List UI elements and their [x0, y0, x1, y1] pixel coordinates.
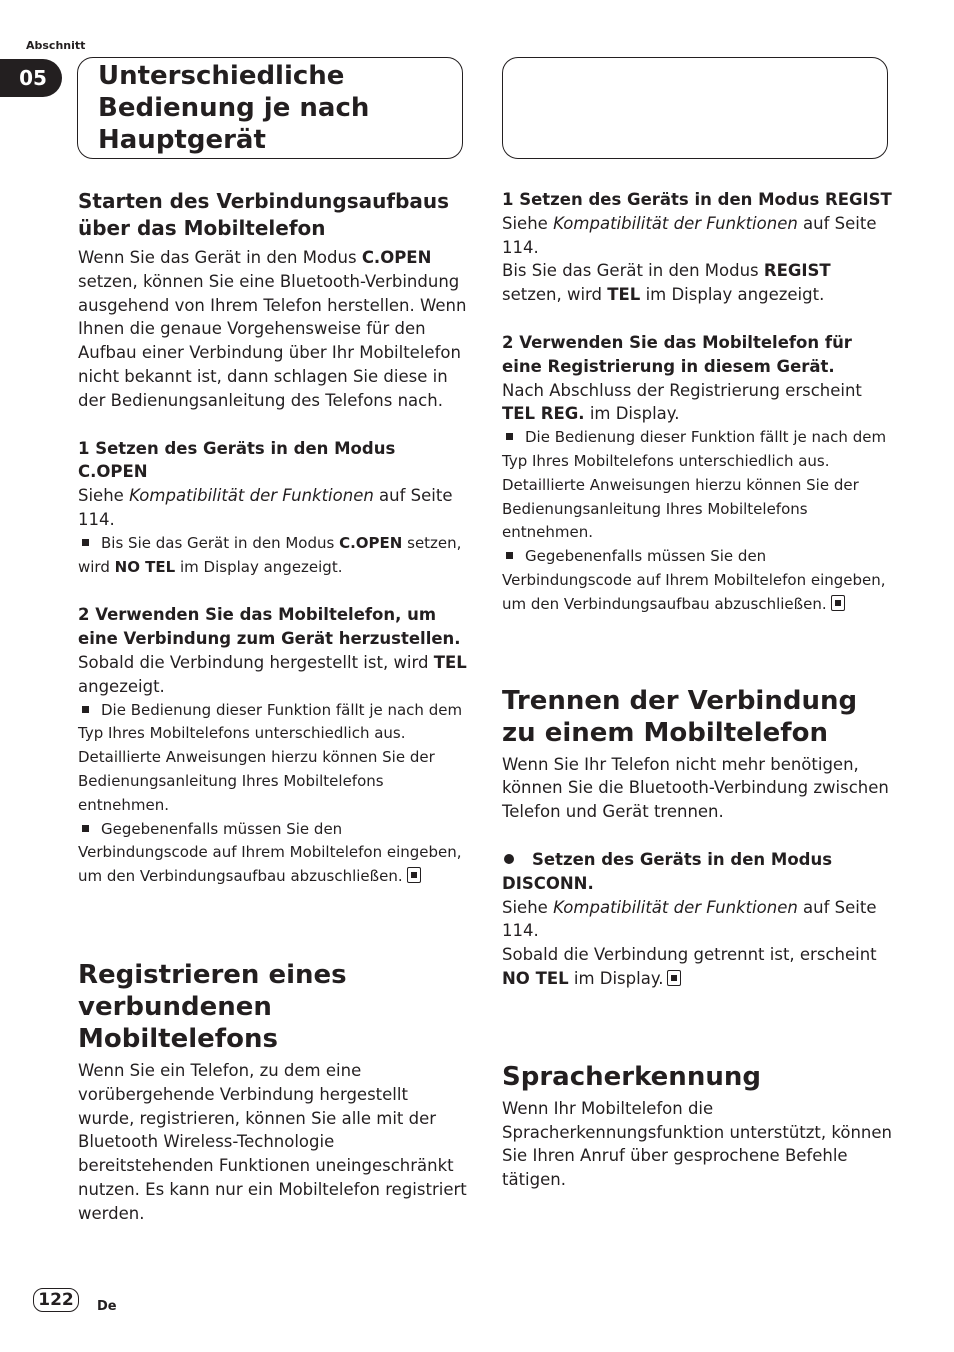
- section-label: Abschnitt: [26, 39, 86, 52]
- note: Die Bedienung dieser Funktion fällt je nach dem Typ Ihres Mobiltelefons unterschiedlich aus. Detaillierte Anweisungen hierzu können Sie der Bedienungsanleitung Ihres Mobiltelefons entnehmen.: [502, 428, 887, 542]
- chapter-title-line: Hauptgerät: [98, 125, 266, 155]
- bullet-dot-icon: [504, 854, 514, 864]
- left-column: [78, 188, 468, 1226]
- bullet-square-icon: [506, 552, 513, 559]
- step-title: 1 Setzen des Geräts in den Modus REGIST: [502, 190, 892, 209]
- section-heading: Registrieren eines verbundenen Mobiltelefons: [78, 959, 347, 1054]
- body-paragraph: Nach Abschluss der Registrierung erscheint TEL REG. im Display.: [502, 380, 862, 424]
- chapter-title-line: Bedienung je nach: [98, 93, 370, 123]
- chapter-title-line: Unterschiedliche: [98, 61, 345, 91]
- step-title: 2 Verwenden Sie das Mobiltelefon für eine Registrierung in diesem Gerät.: [502, 332, 852, 376]
- bullet-square-icon: [82, 825, 89, 832]
- see-reference: Siehe Kompatibilität der Funktionen auf Seite 114.: [502, 897, 877, 941]
- body-paragraph: Wenn Ihr Mobiltelefon die Spracherkennungsfunktion unterstützt, können Sie Ihren Anruf über gesprochene Befehle tätigen.: [502, 1098, 892, 1190]
- right-column: [502, 188, 892, 1192]
- note: Gegebenenfalls müssen Sie den Verbindungscode auf Ihrem Mobiltelefon eingeben, um den Verbindungsaufbau abzuschließen.: [502, 547, 886, 613]
- body-paragraph: Wenn Sie ein Telefon, zu dem eine vorübergehende Verbindung hergestellt wurde, registrieren, können Sie alle mit der Bluetooth Wireless-Technologie bereitstehenden Funktionen uneingeschränkt nutzen. Es kann nur ein Mobiltelefon registriert werden.: [78, 1060, 467, 1223]
- note: Bis Sie das Gerät in den Modus C.OPEN setzen, wird NO TEL im Display angezeigt.: [78, 533, 462, 576]
- section-heading: Trennen der Verbindung zu einem Mobiltelefon: [502, 685, 858, 748]
- end-mark-icon: [407, 867, 421, 883]
- body-paragraph: Sobald die Verbindung hergestellt ist, wird TEL angezeigt.: [78, 652, 467, 696]
- bullet-square-icon: [82, 706, 89, 713]
- step-title: Setzen des Geräts in den Modus DISCONN.: [502, 849, 833, 893]
- note: Die Bedienung dieser Funktion fällt je nach dem Typ Ihres Mobiltelefons unterschiedlich aus. Detaillierte Anweisungen hierzu können Sie der Bedienungsanleitung Ihres Mobiltelefons entnehmen.: [78, 700, 463, 814]
- section-heading: Starten des Verbindungsaufbaus über das Mobiltelefon: [78, 189, 450, 240]
- body-paragraph: Wenn Sie das Gerät in den Modus C.OPEN setzen, können Sie eine Bluetooth-Verbindung ausgehend von Ihrem Telefon herstellen. Wenn Ihnen die genaue Vorgehensweise für den Aufbau einer Verbindung über Ihr Mobiltelefon nicht bekannt ist, dann schlagen Sie diese in der Bedienungsanleitung des Telefons nach.: [78, 248, 467, 410]
- bullet-square-icon: [506, 433, 513, 440]
- see-reference: Siehe Kompatibilität der Funktionen auf Seite 114.: [502, 213, 877, 257]
- end-mark-icon: [831, 595, 845, 611]
- step-title: 2 Verwenden Sie das Mobiltelefon, um eine Verbindung zum Gerät herzustellen.: [78, 605, 461, 649]
- section-number: 05: [0, 59, 62, 97]
- empty-title-box: [502, 57, 888, 159]
- page-number: 122: [33, 1288, 79, 1312]
- language-code: De: [97, 1299, 117, 1314]
- body-paragraph: Wenn Sie Ihr Telefon nicht mehr benötigen, können Sie die Bluetooth-Verbindung zwischen Telefon und Gerät trennen.: [502, 754, 889, 822]
- body-paragraph: Bis Sie das Gerät in den Modus REGIST setzen, wird TEL im Display angezeigt.: [502, 261, 831, 305]
- bullet-square-icon: [82, 539, 89, 546]
- section-heading: Spracherkennung: [502, 1061, 761, 1092]
- see-reference: Siehe Kompatibilität der Funktionen auf Seite 114.: [78, 486, 453, 529]
- note: Gegebenenfalls müssen Sie den Verbindungscode auf Ihrem Mobiltelefon eingeben, um den Verbindungsaufbau abzuschließen.: [78, 819, 462, 886]
- body-paragraph: Sobald die Verbindung getrennt ist, erscheint NO TEL im Display.: [502, 945, 877, 988]
- step-title: 1 Setzen des Geräts in den Modus C.OPEN: [78, 438, 396, 482]
- chapter-title-box: [77, 57, 463, 159]
- end-mark-icon: [667, 970, 681, 986]
